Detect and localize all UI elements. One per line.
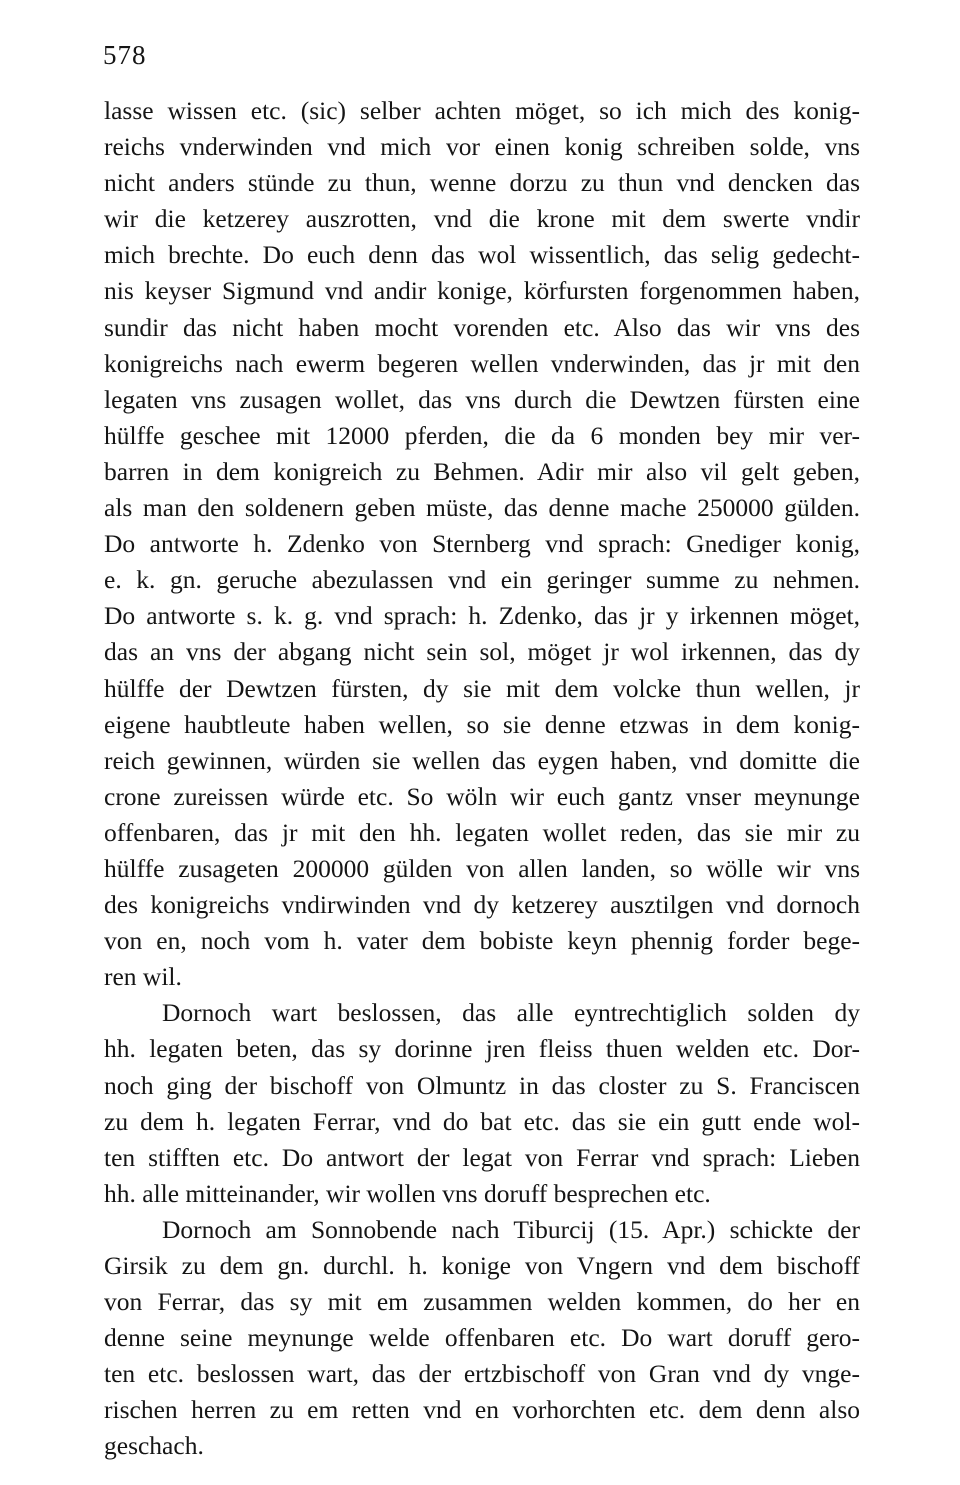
text-line: reich gewinnen, würden sie wellen das eygen haben, vnd domitte die	[104, 745, 860, 775]
text-line: Dornoch wart beslossen, das alle eyntrechtiglich solden dy	[162, 998, 860, 1028]
text-line: mich brechte. Do euch denn das wol wissentlich, das selig gedecht-	[104, 240, 860, 270]
text-line: hülffe zusageten 200000 gülden von allen landen, so wölle wir vns	[104, 853, 860, 883]
page-number: 578	[103, 40, 147, 70]
text-line: hülffe geschee mit 12000 pferden, die da 6 monden bey mir ver-	[104, 420, 860, 450]
text-line: Dornoch am Sonnobende nach Tiburcij (15. Apr.) schickte der	[162, 1214, 860, 1244]
text-line: eigene haubtleute haben wellen, so sie denne etzwas in dem konig-	[104, 709, 860, 739]
text-line: ten etc. beslossen wart, das der ertzbischoff von Gran vnd dy vnge-	[104, 1359, 860, 1389]
text-line: geschach.	[104, 1431, 204, 1461]
text-line: das an vns der abgang nicht sein sol, möget jr wol irkennen, das dy	[104, 637, 860, 667]
text-line: legaten vns zusagen wollet, das vns durch die Dewtzen fürsten eine	[104, 384, 860, 414]
body-text	[104, 93, 860, 1465]
text-line: ren wil.	[104, 962, 182, 992]
text-line: hülffe der Dewtzen fürsten, dy sie mit dem volcke thun wellen, jr	[104, 673, 860, 703]
text-line: ten stifften etc. Do antwort der legat von Ferrar vnd sprach: Lieben	[104, 1142, 860, 1172]
text-line: Girsik zu dem gn. durchl. h. konige von Vngern vnd dem bischoff	[104, 1251, 860, 1280]
text-line: nicht anders stünde zu thun, wenne dorzu zu thun vnd dencken das	[104, 168, 860, 198]
text-line: denne seine meynunge welde offenbaren etc. Do wart doruff gero-	[104, 1323, 860, 1353]
text-line: lasse wissen etc. (sic) selber achten möget, so ich mich des konig-	[104, 96, 860, 125]
text-line: sundir das nicht haben mocht vorenden etc. Also das wir vns des	[104, 312, 860, 342]
text-line: zu dem h. legaten Ferrar, vnd do bat etc. das sie ein gutt ende wol-	[104, 1106, 860, 1136]
text-line: offenbaren, das jr mit den hh. legaten wollet reden, das sie mir zu	[104, 817, 860, 847]
text-line: wir die ketzerey auszrotten, vnd die krone mit dem swerte vndir	[104, 204, 860, 234]
text-line: e. k. gn. geruche abezulassen vnd ein geringer summe zu nehmen.	[104, 565, 860, 595]
text-line: hh. alle mitteinander, wir wollen vns doruff besprechen etc.	[104, 1178, 711, 1208]
text-line: von en, noch vom h. vater dem bobiste keyn phennig forder bege-	[104, 926, 860, 956]
text-line: Do antworte h. Zdenko von Sternberg vnd sprach: Gnediger konig,	[104, 529, 860, 559]
text-line: Do antworte s. k. g. vnd sprach: h. Zdenko, das jr y irkennen möget,	[104, 601, 860, 631]
text-line: konigreichs nach ewerm begeren wellen vnderwinden, das jr mit den	[104, 348, 860, 378]
text-line: rischen herren zu em retten vnd en vorhorchten etc. dem denn also	[104, 1395, 860, 1425]
text-line: noch ging der bischoff von Olmuntz in das closter zu S. Franciscen	[104, 1070, 860, 1100]
text-line: crone zureissen würde etc. So wöln wir euch gantz vnser meynunge	[104, 781, 860, 811]
text-line: reichs vnderwinden vnd mich vor einen konig schreiben solde, vns	[104, 132, 860, 162]
text-line: barren in dem konigreich zu Behmen. Adir mir also vil gelt geben,	[104, 456, 860, 486]
text-line: hh. legaten beten, das sy dorinne jren fleiss thuen welden etc. Dor-	[104, 1034, 860, 1064]
text-line: des konigreichs vndirwinden vnd dy ketzerey ausztilgen vnd dornoch	[104, 890, 860, 920]
text-line: als man den soldenern geben müste, das denne mache 250000 gülden.	[104, 493, 860, 523]
text-line: nis keyser Sigmund vnd andir konige, körfursten forgenommen haben,	[104, 276, 860, 306]
text-line: von Ferrar, das sy mit em zusammen welden kommen, do her en	[104, 1287, 860, 1317]
